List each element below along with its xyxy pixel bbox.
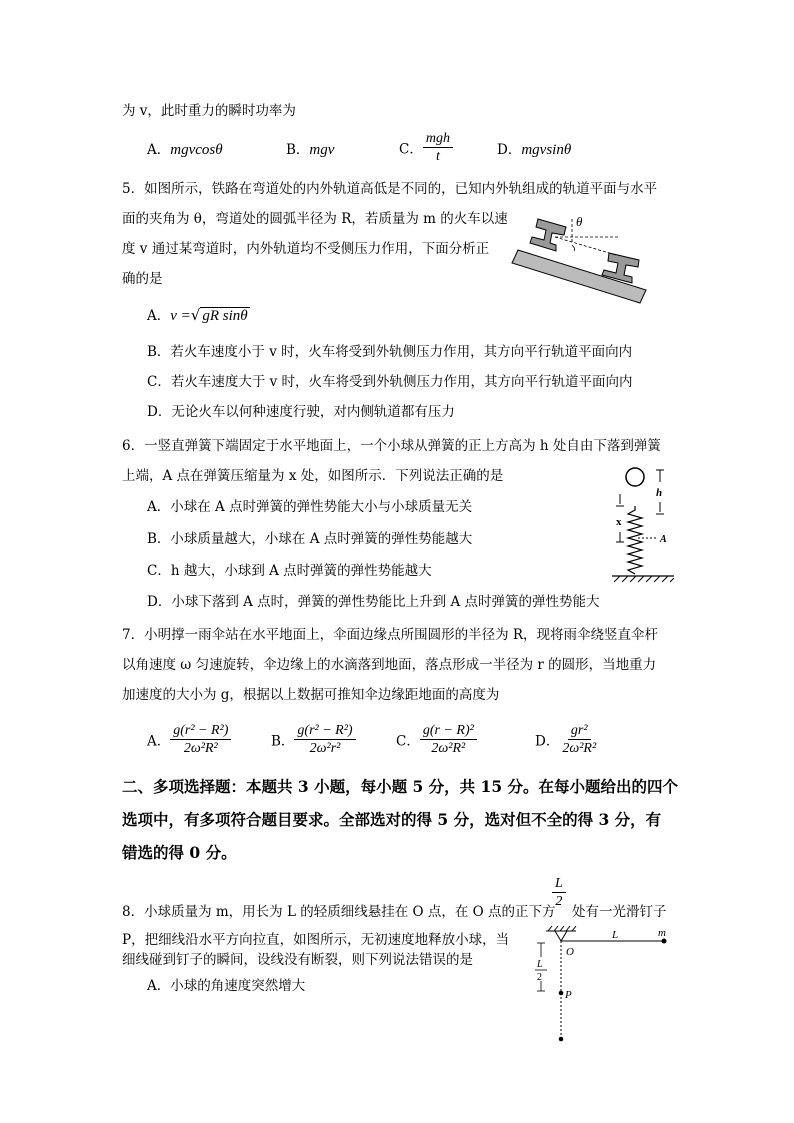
q7-option-c-denominator: 2ω²R² [431, 741, 466, 756]
q4-option-b-label: B． [286, 142, 310, 158]
q7-option-c-label: C． [396, 733, 420, 750]
q4-option-c-numerator: mgh [423, 130, 453, 148]
q6-option-d[interactable]: D．小球下落到 A 点时，弹簧的弹性势能比上升到 A 点时弹簧的弹性势能大 [147, 594, 600, 610]
q4-option-c[interactable] [399, 130, 453, 165]
q4-text-tail: 为 v，此时重力的瞬时功率为 [122, 103, 296, 119]
q6-line-1: 6．一竖直弹簧下端固定于水平地面上，一个小球从弹簧的正上方高为 h 处自由下落到弹簧 [122, 438, 661, 454]
q5-option-a-radicand: gR sinθ [202, 308, 248, 324]
q8-line-2: P，把细线沿水平方向拉直，如图所示，无初速度地释放小球，当 [122, 932, 510, 948]
q8-figure-half-denominator: 2 [537, 972, 542, 983]
q7-option-d-numerator: gr² [568, 722, 591, 740]
q5-option-a-sqrt-icon: √ [190, 306, 201, 324]
q8-half-l-numerator: L [552, 875, 566, 893]
section2-heading-line-1: 二、多项选择题：本题共 3 小题，每小题 5 分，共 15 分。在每小题给出的四个 [122, 777, 679, 796]
q5-rail-figure [510, 205, 650, 305]
q4-option-b[interactable] [286, 138, 334, 159]
q4-option-c-fraction [423, 130, 453, 165]
q7-option-c-numerator: g(r − R)² [420, 722, 477, 740]
q8-pendulum-figure [528, 925, 678, 1045]
q8-line-3: 细线碰到钉子的瞬间，设线没有断裂，则下列说法错误的是 [122, 952, 473, 968]
q6-figure-x: x [616, 516, 622, 528]
q7-option-a-label: A． [147, 733, 171, 750]
q6-line-2: 上端，A 点在弹簧压缩量为 x 处，如图所示．下列说法正确的是 [122, 468, 504, 484]
q5-line-4: 确的是 [122, 271, 163, 287]
q8-line-1-start: 8．小球质量为 m，用长为 L 的轻质细线悬挂在 O 点，在 O 点的正下方 [122, 904, 556, 920]
q7-option-b[interactable] [271, 722, 356, 757]
q7-option-b-fraction [294, 722, 355, 757]
q7-option-b-denominator: 2ω²r² [309, 741, 341, 756]
q7-option-a-denominator: 2ω²R² [183, 741, 218, 756]
q5-option-a[interactable] [147, 304, 250, 325]
q7-option-c[interactable] [396, 722, 477, 757]
q7-option-d-denominator: 2ω²R² [562, 741, 597, 756]
q6-option-c[interactable]: C．h 越大，小球到 A 点时弹簧的弹性势能越大 [147, 563, 432, 579]
q4-option-d-formula: mgvsinθ [521, 142, 572, 158]
q5-line-1: 5．如图所示，铁路在弯道处的内外轨道高低是不同的，已知内外轨组成的轨道平面与水平 [122, 181, 658, 197]
q4-option-a[interactable] [147, 138, 223, 159]
q7-option-b-numerator: g(r² − R²) [294, 722, 355, 740]
q5-figure-theta: θ [576, 214, 583, 229]
q5-option-b[interactable]: B．若火车速度小于 v 时，火车将受到外轨侧压力作用，其方向平行轨道平面向内 [147, 344, 633, 360]
q7-option-c-fraction [420, 722, 477, 757]
q7-option-a[interactable] [147, 722, 231, 757]
q4-option-d-label: D． [497, 142, 522, 158]
q7-option-a-numerator: g(r² − R²) [170, 722, 231, 740]
q8-figure-l: L [612, 929, 619, 941]
q5-option-c[interactable]: C．若火车速度大于 v 时，火车将受到外轨侧压力作用，其方向平行轨道平面向内 [147, 374, 633, 390]
q6-spring-figure [608, 462, 678, 587]
q4-option-a-label: A． [147, 142, 171, 158]
q6-option-a[interactable]: A．小球在 A 点时弹簧的弹性势能大小与小球质量无关 [147, 499, 473, 515]
q6-figure-h: h [656, 487, 663, 499]
q5-option-d[interactable]: D．无论火车以何种速度行驶，对内侧轨道都有压力 [147, 404, 455, 420]
q5-option-a-label: A． [147, 308, 171, 324]
q5-option-a-lhs: v = [170, 308, 191, 324]
q7-option-a-fraction [170, 722, 231, 757]
q8-half-l-denominator: 2 [555, 894, 563, 909]
q8-figure-o: O [566, 946, 574, 958]
q4-option-b-formula: mgv [309, 142, 335, 158]
q7-option-d-fraction [559, 722, 599, 757]
q8-line-1-end: 处有一光滑钉子 [572, 904, 667, 920]
q5-line-2: 面的夹角为 θ，弯道处的圆弧半径为 R，若质量为 m 的火车以速 [122, 211, 508, 227]
q6-option-b[interactable]: B．小球质量越大，小球在 A 点时弹簧的弹性势能越大 [147, 531, 473, 547]
q8-figure-half-numerator: L [537, 959, 543, 970]
q7-line-3: 加速度的大小为 g，根据以上数据可推知伞边缘距地面的高度为 [122, 687, 500, 703]
q4-option-c-label: C． [399, 141, 423, 158]
q8-figure-m: m [658, 927, 666, 939]
q7-option-d-label: D． [535, 733, 560, 750]
q6-figure-a: A [660, 534, 667, 545]
q7-option-d[interactable] [535, 722, 599, 757]
q7-option-b-label: B． [271, 733, 295, 750]
q7-line-1: 7．小明撑一雨伞站在水平地面上，伞面边缘点所围圆形的半径为 R，现将雨伞绕竖直伞杆 [122, 627, 659, 643]
section2-heading-line-3: 错选的得 0 分。 [122, 843, 237, 862]
section2-heading-line-2: 选项中，有多项符合题目要求。全部选对的得 5 分，选对但不全的得 3 分，有 [122, 810, 662, 829]
q7-line-2: 以角速度 ω 匀速旋转，伞边缘上的水滴落到地面，落点形成一半径为 r 的圆形，当地重力 [122, 657, 657, 673]
q5-line-3: 度 v 通过某弯道时，内外轨道均不受侧压力作用，下面分析正 [122, 241, 490, 257]
q4-option-a-formula: mgvcosθ [170, 142, 223, 158]
q4-option-c-denominator: t [435, 149, 440, 164]
q8-figure-p: P [565, 989, 572, 1001]
q8-option-a[interactable]: A．小球的角速度突然增大 [147, 978, 306, 994]
q4-option-d[interactable] [497, 138, 571, 159]
